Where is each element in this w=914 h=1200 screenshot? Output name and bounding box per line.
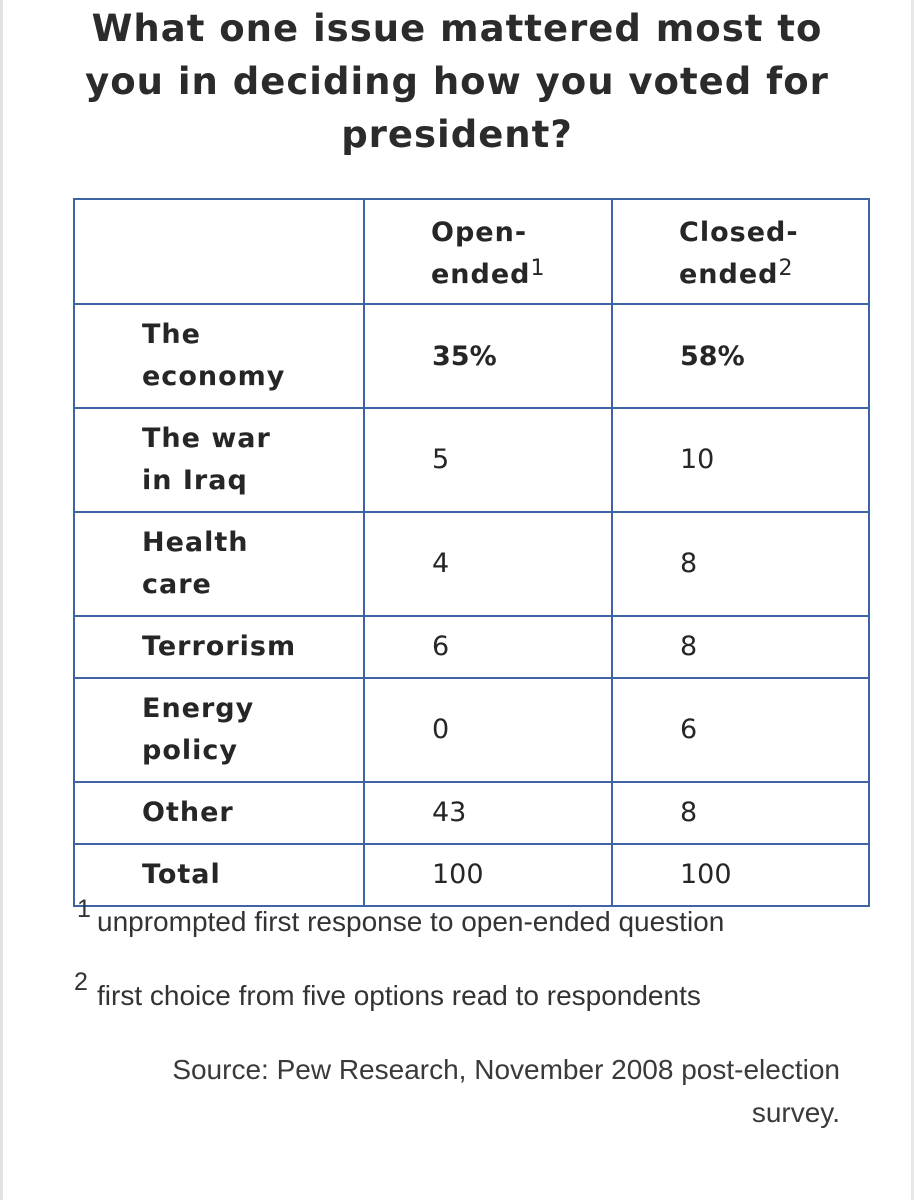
footnote-1-mark: 1 bbox=[77, 895, 91, 923]
closed-ended-value: 10 bbox=[612, 408, 869, 512]
question-title: What one issue mattered most to you in deciding how you voted for president? bbox=[85, 7, 829, 156]
issue-label: Total bbox=[74, 844, 364, 906]
open-ended-value: 100 bbox=[364, 844, 612, 906]
source-note: Source: Pew Research, November 2008 post-election survey. bbox=[172, 1054, 840, 1128]
table-row bbox=[74, 616, 869, 678]
issue-label: The war in Iraq bbox=[74, 408, 364, 512]
header-closed-ended bbox=[612, 199, 869, 304]
footnote-2-text: first choice from five options read to respondents bbox=[97, 980, 701, 1011]
open-ended-value: 5 bbox=[364, 408, 612, 512]
table-row bbox=[74, 678, 869, 782]
open-ended-value: 35% bbox=[364, 304, 612, 408]
header-closed-ended-label: Closed-ended bbox=[679, 217, 799, 290]
issue-label: Other bbox=[74, 782, 364, 844]
open-ended-value: 6 bbox=[364, 616, 612, 678]
issue-label: The economy bbox=[74, 304, 364, 408]
closed-ended-value: 100 bbox=[612, 844, 869, 906]
closed-ended-value: 6 bbox=[612, 678, 869, 782]
results-table bbox=[73, 198, 870, 907]
header-open-ended-label: Open-ended bbox=[431, 217, 531, 290]
open-ended-value: 4 bbox=[364, 512, 612, 616]
issue-label: Health care bbox=[74, 512, 364, 616]
left-page-edge bbox=[0, 0, 3, 1200]
table-row bbox=[74, 782, 869, 844]
closed-ended-value: 8 bbox=[612, 512, 869, 616]
table-row bbox=[74, 408, 869, 512]
issue-label: Terrorism bbox=[74, 616, 364, 678]
table-row bbox=[74, 304, 869, 408]
open-ended-value: 0 bbox=[364, 678, 612, 782]
header-corner-cell bbox=[74, 199, 364, 304]
open-ended-value: 43 bbox=[364, 782, 612, 844]
table-row bbox=[74, 844, 869, 906]
closed-ended-value: 8 bbox=[612, 616, 869, 678]
closed-ended-value: 58% bbox=[612, 304, 869, 408]
closed-ended-value: 8 bbox=[612, 782, 869, 844]
table-row bbox=[74, 512, 869, 616]
footnote-ref-2: 2 bbox=[778, 256, 794, 281]
header-row bbox=[74, 199, 869, 304]
issue-label: Energy policy bbox=[74, 678, 364, 782]
footnote-2-mark: 2 bbox=[74, 968, 88, 996]
footnote-1-text: unprompted first response to open-ended question bbox=[97, 906, 725, 937]
footnote-ref-1: 1 bbox=[530, 256, 546, 281]
header-open-ended bbox=[364, 199, 612, 304]
